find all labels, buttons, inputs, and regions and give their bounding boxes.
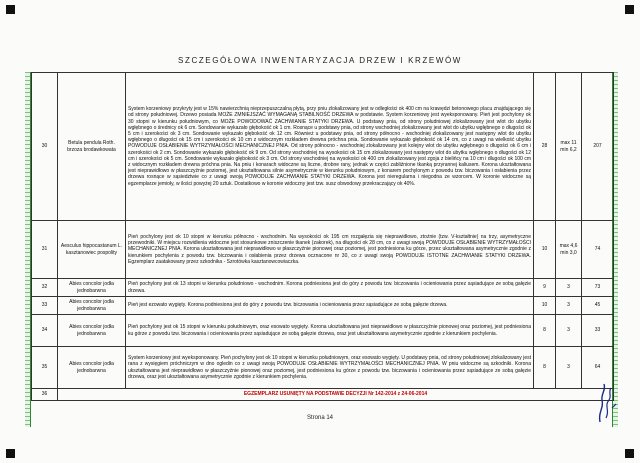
- registration-mark: [625, 449, 634, 458]
- crown-width: 3: [556, 315, 582, 347]
- registration-mark: [625, 5, 634, 14]
- species-name: Betula pendula Roth. brzoza brodawkowata: [58, 73, 126, 221]
- tree-height: 8: [534, 347, 556, 389]
- tree-height: 8: [534, 315, 556, 347]
- table-row: [32, 279, 614, 297]
- trunk-circumference: 64: [582, 347, 614, 389]
- row-number: 36: [32, 389, 58, 401]
- species-name: Aesculus hippocastanum L. kasztanowiec pospolity: [58, 221, 126, 279]
- removal-note: EGZEMPLARZ USUNIĘTY NA PODSTAWIE DECYZJI Nr 142-2014 z 24-06-2014: [58, 389, 614, 401]
- row-number: 35: [32, 347, 58, 389]
- tree-height: 10: [534, 297, 556, 315]
- trunk-circumference: 73: [582, 279, 614, 297]
- trunk-circumference: 45: [582, 297, 614, 315]
- page-number: Strona 14: [306, 415, 334, 421]
- species-name: Abies concolor jodła jednobarwna: [58, 297, 126, 315]
- tree-condition-description: Pień pochylony jest ok 10 stopni w kierunku północno - wschodnim. Na wysokości ok 195 cm rozgałęzia się nieprawidłowo, ztożnie (tzw. V-kształtnie) na trzy, asymetryczne przewodniki. W miejscu rozwidlenia widoczne jest stosunkowe zniszczenie tkanek (zakorek), na długości ok 28 cm, co z uwagi swoją POWODUJE OSŁABIENIE WYTRZYMAŁOŚCI MECHANICZNEJ PNIA. Korona ukształtowana jest nieprawidłowo w płaszczyźnie pionowej oraz poziomej, jest podniesiona ku górze, przez ukształtowana asymetrycznie zgodnie z kierunkiem pochylenia z powodu tzw. biczowania i osłabienia przez drzewa ocznacone nr 30, co z uwagi swoją POWODUJE ISTOTNE ZACHWIANIE STATYKI DRZEWA. Egzemplarz zaatakowany przez szkodnika - Szrotówka kasztanowcowiaczka.: [126, 221, 534, 279]
- tree-condition-description: Pień pochylony jest ok 13 stopni w kierunku południowo - wschodnim. Korona podniesiona jest do góry z powodu tzw. biczowania i ocieniowania przez sąsiadujące ze sobą gałęzie drzewa.: [126, 279, 534, 297]
- table-row: [32, 347, 614, 389]
- tree-height: 28: [534, 73, 556, 221]
- trunk-circumference: 74: [582, 221, 614, 279]
- row-number: 33: [32, 297, 58, 315]
- row-number: 32: [32, 279, 58, 297]
- tree-condition-description: System korzeniowy przykryty jest w 15% nawierzchnią nieprzepuszczalną płytą, przy pniu zlokalizowany jest w odległości ok 400 cm na krawędzi betonowego placu znajdującego się od strony południowej. Drzewo posiada MOŻE ZMNIEJSZAĆ WYMAGANĄ STABILNOŚĆ DRZEWA w podstawie. System korzeniowy jest wyeksponowany. Pień jest pochylony ok 30 stopni w kierunku południowym, co MOŻE POWODOWAĆ ZACHWIANIE STATYKI DRZEWA. U podstawy pnia, od strony południowej zlokalizowany jest wlot do ubytku wgłębnego o średnicy ok 6 cm. Sondowanie wykazało głębokość ok 1 cm. Rosnące u podstawy pnia, od strony wschodniej zlokalizowany jest wlot do ubytku wgłębnego o długości ok 5 cm i szerokości ok 3 cm. Sondowanie wykazało głębokość ok 12 cm. Również u podstawy pnia, od strony północno - wschodniej zlokalizowany jest następny wlot do ubytku wgłębnego o długości ok 15 cm i szerokości ok 10 cm z widocznym rozkładem drewna próchna pnia. Sondowanie wykazało głębokość ok 14 cm, co z uwagi na wielkość ubytku POWODUJE OSŁABIENIE WYTRZYMAŁOŚCI MECHANICZNEJ PNIA. Od strony północno - wschodniej zlokalizowany jest kolejny wlot do ubytku wgłębnego o długości ok 6 cm i szerokości ok 2 cm. Sondowanie wykazało głębokość ok 9 cm. Od strony wschodniej na wysokości ok 15 cm zlokalizowany jest następny wlot do ubytku wgłębnego o długości ok 12 cm i szerokości ok 5 cm. Sondowanie wykazało głębokość ok 3 cm. Od strony wschodniej na wysokości ok 400 cm zlokalizowany jest zgoja z bielińcy na 10 cm i długości ok 100 cm z widocznym rozkładem drewna próchna pnia. Na pniu i konarach widoczne są liczne, drobne rany, jednak w części zabliźnione tkanką przyrannej kaliusem. Korona ukształtowana jest nieprawidłowo w płaszczyźnie poziomej, jest ukształtowana silnie asymetrycznie w kierunku południowym, z konarem pochylonym z powodu tzw. biczowania i osłabienia przez drzewa rosnące w sąsiedztwie co z uwagi swoją POWODUJE ZACHWIANIE STATYKI DRZEWA. Korona jest nieregularna i niegodna ze wzorcem. W koronie widoczne są egzemplarze jemioły, w ilości powyżej 20 sztuk. Dostatkowo w koronie widoczny jest tzw. susz obwodowy przekraczający ok 40%.: [126, 73, 534, 221]
- crown-width: 3: [556, 297, 582, 315]
- crown-width: 3: [556, 279, 582, 297]
- trunk-circumference: 33: [582, 315, 614, 347]
- table-row: [32, 73, 614, 221]
- species-name: Abies concolor jodła jednobarwna: [58, 347, 126, 389]
- registration-mark: [6, 5, 15, 14]
- row-number: 31: [32, 221, 58, 279]
- row-number: 34: [32, 315, 58, 347]
- table-row: [32, 389, 614, 401]
- table-row: [32, 315, 614, 347]
- table-row: [32, 297, 614, 315]
- handwritten-signature: [592, 378, 622, 428]
- crown-width: max 11 min 6,2: [556, 73, 582, 221]
- page-title: SZCZEGÓŁOWA INWENTARYZACJA DRZEW I KRZEWÓW: [178, 56, 462, 65]
- crown-width: max 4,6 min 3,0: [556, 221, 582, 279]
- tree-height: 9: [534, 279, 556, 297]
- tree-condition-description: Pień jest ezowato wygięty. Korona podniesiona jest do góry z powodu tzw. biczowania i ocieniowania przez sąsiadujące ze sobą gałęzie drzewa.: [126, 297, 534, 315]
- table-row: [32, 221, 614, 279]
- species-name: Abies concolor jodła jednobarwna: [58, 279, 126, 297]
- inventory-table: [31, 72, 614, 401]
- row-number: 30: [32, 73, 58, 221]
- tree-height: 10: [534, 221, 556, 279]
- tree-condition-description: Pień pochylony jest ok 15 stopni w kierunku południowym, oraz esowato wygięty. Korona ukształtowana jest nieprawidłowo w płaszczyźnie pionowej oraz poziomej, jest podniesiona ku górze z powodu tzw. biczowania i ocieniowania przez sąsiadujące ze sobą gałęzie drzewa, oraz jest ukształtowana asymetrycznie zgodnie z kierunkiem pochylenia.: [126, 315, 534, 347]
- registration-mark: [6, 449, 15, 458]
- species-name: Abies concolor jodła jednobarwna: [58, 315, 126, 347]
- trunk-circumference: 207: [582, 73, 614, 221]
- tree-condition-description: System korzeniowy jest wyeksponowany. Pień pochylony jest ok 10 stopni w kierunku południowym, oraz esowato wygięty. U podstawy pnia, od strony południowej zlokalizowany jest rana z wysięgiem próchniczym w dno ogledin co z uwagi swoją POWODUJE OSŁABIENIE WYTRZYMAŁOŚCI MECHANICZNEJ PNIA. W pniu widoczne są szkodniki. Korona ukształtowana jest nieprawidłowo w płaszczyźnie pionowej oraz poziomej, jest podniesiona ku górze z powodu tzw. biczowania i ocieniowania przez sąsiadujące ze sobą gałęzie drzewa, oraz jest ukształtowana asymetrycznie zgodnie z kierunkiem pochylenia.: [126, 347, 534, 389]
- crown-width: 3: [556, 347, 582, 389]
